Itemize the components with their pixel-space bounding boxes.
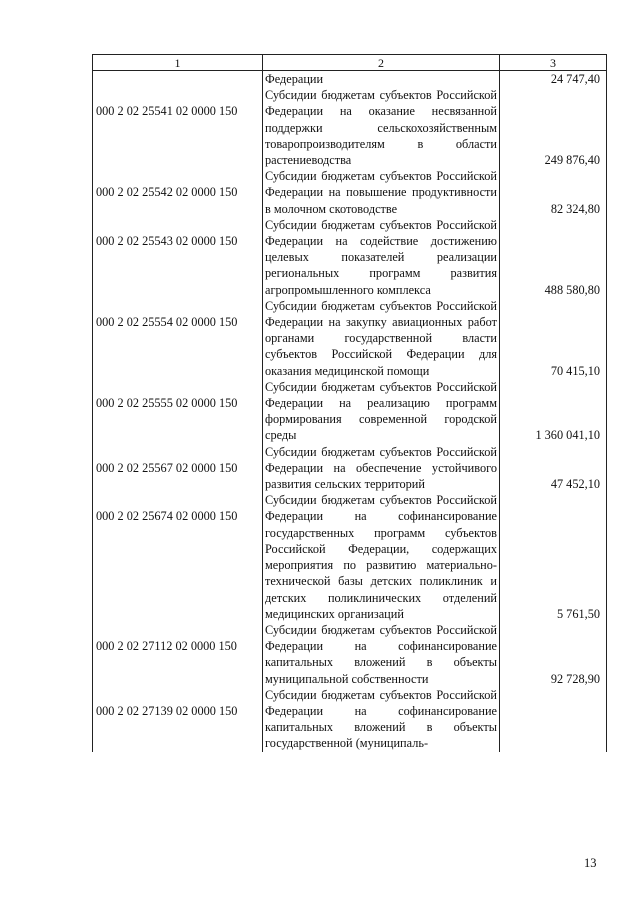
table-row: [93, 492, 607, 622]
amount-cell: [500, 687, 607, 752]
code-cell: 000 2 02 25541 02 0000 150: [93, 87, 263, 168]
amount-cell: 47 452,10: [500, 444, 607, 493]
name-cell: Федерации: [263, 71, 500, 88]
amount-cell: 5 761,50: [500, 492, 607, 622]
table-header-row: [93, 55, 607, 71]
table-row: [93, 71, 607, 88]
name-cell: Субсидии бюджетам субъектов Российской Федерации на повышение продуктивности в молочном скотоводстве: [263, 168, 500, 217]
name-cell: Субсидии бюджетам субъектов Российской Федерации на реализацию программ формирования современной городской среды: [263, 379, 500, 444]
table-row: [93, 379, 607, 444]
code-cell: [93, 71, 263, 88]
code-cell: 000 2 02 25554 02 0000 150: [93, 298, 263, 379]
code-cell: 000 2 02 25567 02 0000 150: [93, 444, 263, 493]
amount-cell: 70 415,10: [500, 298, 607, 379]
column-header-2: 2: [263, 55, 500, 71]
code-cell: 000 2 02 25674 02 0000 150: [93, 492, 263, 622]
table-row: [93, 298, 607, 379]
table-row: [93, 687, 607, 752]
amount-cell: 24 747,40: [500, 71, 607, 88]
name-cell: Субсидии бюджетам субъектов Российской Федерации на содействие достижению целевых показателей реализации региональных программ развития агропромышленного комплекса: [263, 217, 500, 298]
name-cell: Субсидии бюджетам субъектов Российской Федерации на обеспечение устойчивого развития сельских территорий: [263, 444, 500, 493]
table-row: [93, 168, 607, 217]
code-cell: 000 2 02 25542 02 0000 150: [93, 168, 263, 217]
code-cell: 000 2 02 25555 02 0000 150: [93, 379, 263, 444]
amount-cell: 82 324,80: [500, 168, 607, 217]
table-row: [93, 622, 607, 687]
name-cell: Субсидии бюджетам субъектов Российской Федерации на оказание несвязанной поддержки сельскохозяйственным товаропроизводителям в области растениеводства: [263, 87, 500, 168]
code-cell: 000 2 02 27112 02 0000 150: [93, 622, 263, 687]
name-cell: Субсидии бюджетам субъектов Российской Федерации на софинансирование государственных программ субъектов Российской Федерации, содержащих мероприятия по развитию материально-технической базы детских поликлиник и детских поликлинических отделений медицинских организаций: [263, 492, 500, 622]
amount-cell: 249 876,40: [500, 87, 607, 168]
name-cell: Субсидии бюджетам субъектов Российской Федерации на закупку авиационных работ органами государственной власти субъектов Российской Федерации для оказания медицинской помощи: [263, 298, 500, 379]
code-cell: 000 2 02 27139 02 0000 150: [93, 687, 263, 752]
table-row: [93, 444, 607, 493]
table-row: [93, 87, 607, 168]
amount-cell: 1 360 041,10: [500, 379, 607, 444]
code-cell: 000 2 02 25543 02 0000 150: [93, 217, 263, 298]
amount-cell: 92 728,90: [500, 622, 607, 687]
page-number: 13: [584, 856, 597, 870]
name-cell: Субсидии бюджетам субъектов Российской Федерации на софинансирование капитальных вложений в объекты государственной (муниципаль-: [263, 687, 500, 752]
table-row: [93, 217, 607, 298]
column-header-1: 1: [93, 55, 263, 71]
budget-table: [92, 54, 607, 752]
column-header-3: 3: [500, 55, 607, 71]
name-cell: Субсидии бюджетам субъектов Российской Федерации на софинансирование капитальных вложений в объекты муниципальной собственности: [263, 622, 500, 687]
amount-cell: 488 580,80: [500, 217, 607, 298]
